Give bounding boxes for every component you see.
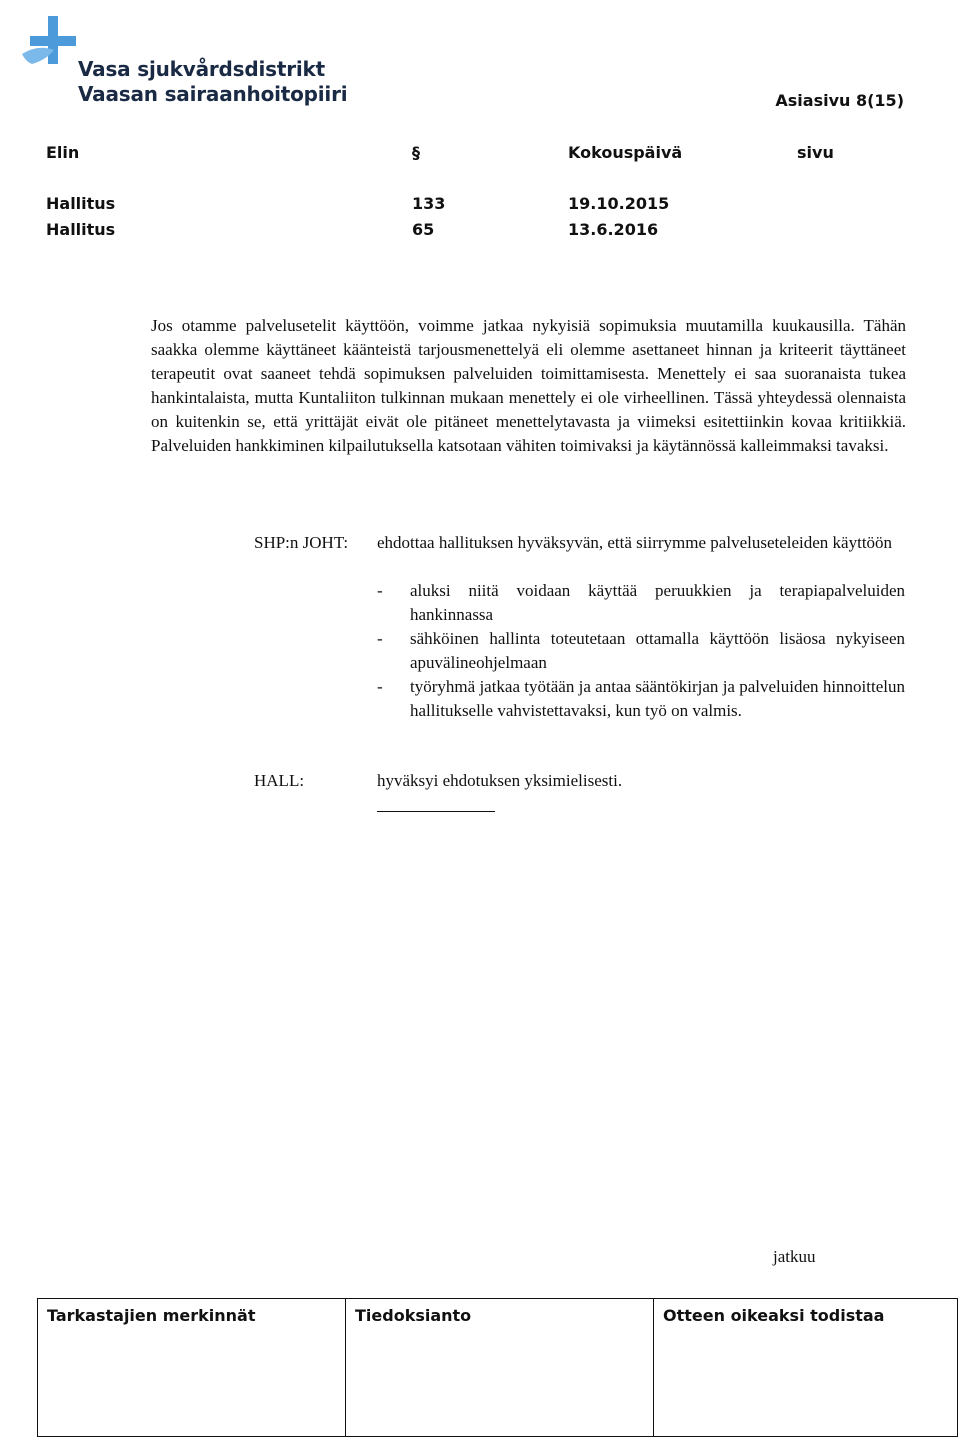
logo-text-finnish: Vaasan sairaanhoitopiiri	[78, 82, 348, 106]
cross-logo-icon	[18, 14, 78, 74]
list-item-text: työryhmä jatkaa työtään ja antaa sääntökirjan ja palveluiden hinnoittelun hallitukselle vahvistettavaksi, kun työ on valmis.	[410, 677, 905, 720]
meta-row-section: 65	[412, 220, 435, 239]
body-paragraph: Jos otamme palvelusetelit käyttöön, voimme jatkaa nykyisiä sopimuksia muutamilla kuukausilla. Tähän saakka olemme käyttäneet käänteistä tarjousmenettelyä eli olemme asettaneet hinnan ja kriteerit täyttäneet terapeutit ovat saaneet tehdä sopimuksen palveluiden toimittamisesta. Menettely ei saa suoranaista tukea hankintalaista, mutta Kuntaliiton tulkinnan mukaan menettely ei ole virheellinen. Tässä yhteydessä olennaista on kuitenkin se, että yrittäjät eivät ole pitäneet menettelytavasta ja viimeksi esitettiinkin kovaa kritiikkiä. Palveluiden hankkiminen kilpailutuksella katsotaan vähiten toimivaksi ja käytännössä kalleimmaksi tavaksi.	[151, 316, 906, 455]
meta-header-date: Kokouspäivä	[568, 143, 683, 162]
meta-row-body: Hallitus	[46, 194, 116, 213]
end-divider	[377, 811, 495, 812]
meta-header-page: sivu	[797, 143, 834, 162]
meta-row-date: 13.6.2016	[568, 220, 659, 239]
list-item	[377, 627, 905, 675]
list-item-text: sähköinen hallinta toteutetaan ottamalla käyttöön lisäosa nykyiseen apuvälineohjelmaan	[410, 629, 905, 672]
meta-row-section: 133	[412, 194, 446, 213]
bullet-dash: -	[377, 677, 383, 696]
proposal-text: ehdottaa hallituksen hyväksyvän, että siirrymme palveluseteleiden käyttöön	[377, 533, 893, 552]
meta-header-section: §	[412, 143, 420, 162]
logo-text-swedish: Vasa sjukvårdsdistrikt	[78, 57, 325, 81]
footer-cell-notification: Tiedoksianto	[346, 1299, 654, 1437]
continue-note: jatkuu	[773, 1247, 816, 1266]
list-item	[377, 579, 905, 627]
decision-label: HALL:	[254, 771, 305, 790]
list-item-text: aluksi niitä voidaan käyttää peruukkien ja terapiapalveluiden hankinnassa	[410, 581, 905, 624]
bullet-dash: -	[377, 581, 383, 600]
footer-cell-reviewers: Tarkastajien merkinnät	[38, 1299, 346, 1437]
page-number: Asiasivu 8(15)	[775, 91, 904, 110]
meta-header-body: Elin	[46, 143, 80, 162]
footer-signature-table	[37, 1298, 958, 1437]
meta-row-body: Hallitus	[46, 220, 116, 239]
decision-text: hyväksyi ehdotuksen yksimielisesti.	[377, 771, 623, 790]
proposal-label: SHP:n JOHT:	[254, 533, 349, 552]
footer-cell-certification: Otteen oikeaksi todistaa	[654, 1299, 958, 1437]
list-item	[377, 675, 905, 723]
organization-logo	[18, 14, 348, 106]
bullet-dash: -	[377, 629, 383, 648]
proposal-list	[377, 579, 905, 723]
meta-row-date: 19.10.2015	[568, 194, 670, 213]
